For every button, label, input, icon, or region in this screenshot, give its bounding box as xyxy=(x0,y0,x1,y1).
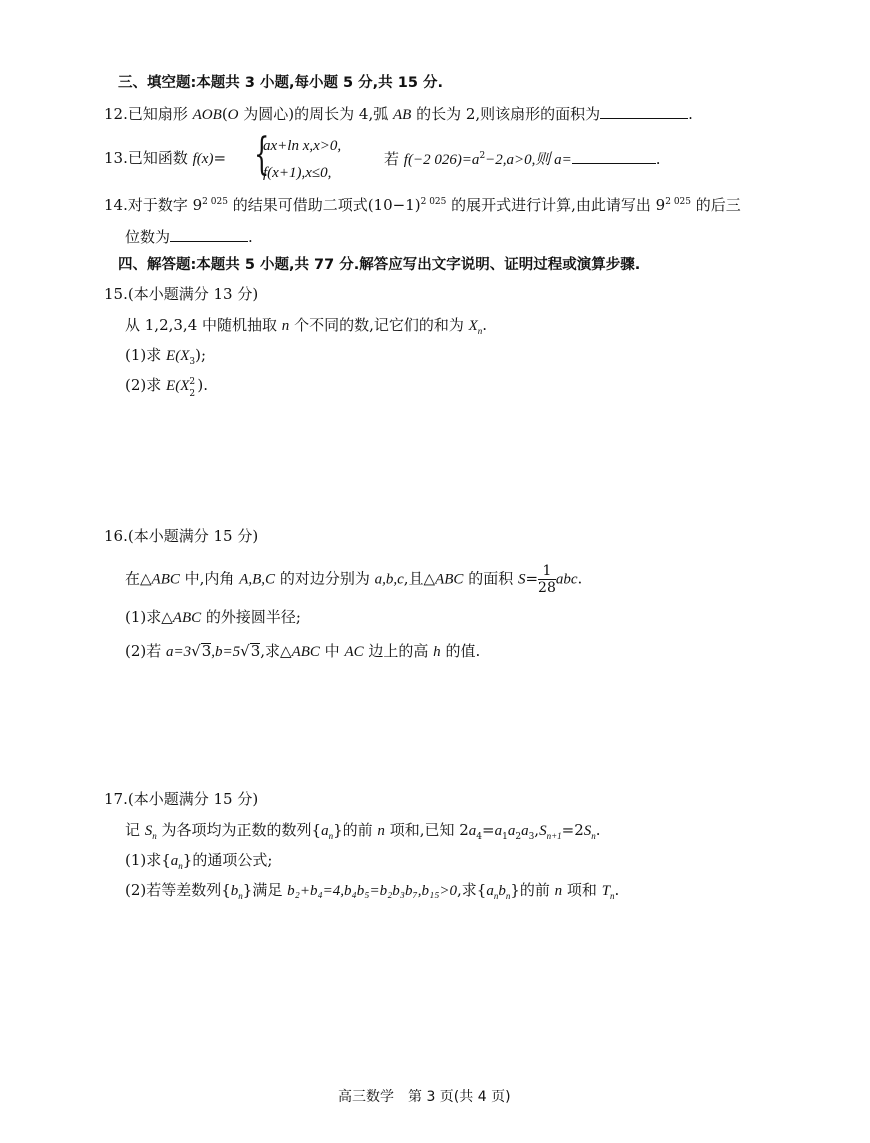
question-12: 12.已知扇形 AOB(O 为圆心)的周长为 4,弧 AB 的长为 2,则该扇形的面积为 . xyxy=(104,105,693,123)
section-4-header: 四、解答题:本题共 5 小题,共 77 分.解答应写出文字说明、证明过程或演算步骤. xyxy=(118,257,641,273)
piecewise-brace: { xyxy=(254,129,270,180)
q13-condition: 若 f(−2 $026)=a^2-2,a>0$,则 a= . xyxy=(384,150,661,168)
q13-case-1: ax+ln x,x>0, xyxy=(263,138,342,154)
q16-part-1: (1)求△ABC 的外接圆半径; xyxy=(125,608,301,626)
q15-stem: 从 1,2,3,4 中随机抽取 n 个不同的数,记它们的和为 $X_n$. xyxy=(125,316,488,336)
q17-title: 17.(本小题满分 15 分) xyxy=(104,790,259,808)
q13-number: 13. xyxy=(104,149,128,167)
q15-part-1: (1)求 $E(X_3)$; xyxy=(125,346,206,367)
q17-part-2: (2)若等差数列$\{b_n\}$满足 b₂+b₄=4,b₄b₅=b₂b₃b₇,b₁₅>0,求$\{a_nb_n\}$的前 n 项和 $T_n$. xyxy=(125,881,620,901)
q16-stem: 在△ABC 中,内角 A,B,C 的对边分别为 a,b,c,且△ABC 的面积 S= $\frac{1}{28}$ abc. xyxy=(125,563,583,596)
q13-case-2: f(x+1),x≤0, xyxy=(263,165,332,181)
question-14-line-2: 位数为 . xyxy=(125,228,253,246)
q15-title: 15.(本小题满分 13 分) xyxy=(104,285,259,303)
q13-answer-blank[interactable] xyxy=(572,151,656,164)
q12-number: 12. xyxy=(104,105,128,123)
page-footer: 高三数学 第 3 页(共 4 页) xyxy=(338,1089,511,1105)
q12-answer-blank[interactable] xyxy=(600,106,688,119)
section-3-header: 三、填空题:本题共 3 小题,每小题 5 分,共 15 分. xyxy=(118,75,443,91)
question-13: 13.已知函数 f(x)= xyxy=(104,149,227,167)
q14-number: 14. xyxy=(104,196,128,214)
q17-stem: 记 $S_n$ 为各项均为正数的数列$\{a_n\}$的前 n 项和,已知 $2a_4=a_1a_2a_3,S_{n+1}=2S_n$. xyxy=(125,821,601,842)
q14-answer-blank[interactable] xyxy=(170,229,248,242)
q17-part-1: (1)求$\{a_n\}$的通项公式; xyxy=(125,851,273,871)
q16-title: 16.(本小题满分 15 分) xyxy=(104,527,259,545)
question-14: 14.对于数字 $9^{2 025}$ 的结果可借助二项式$(10-1)^{2 025}$ 的展开式进行计算,由此请写出 $9^{2 025}$ 的后三 xyxy=(104,196,741,214)
q15-part-2: (2)求 E(X 2 2 ). xyxy=(125,376,208,399)
q16-fraction: $\frac{1}{28}$ xyxy=(538,563,556,596)
q16-part-2: (2)若 a=3√3,b=5√3,求△ABC 中 AC 边上的高 h 的值. xyxy=(125,642,481,660)
